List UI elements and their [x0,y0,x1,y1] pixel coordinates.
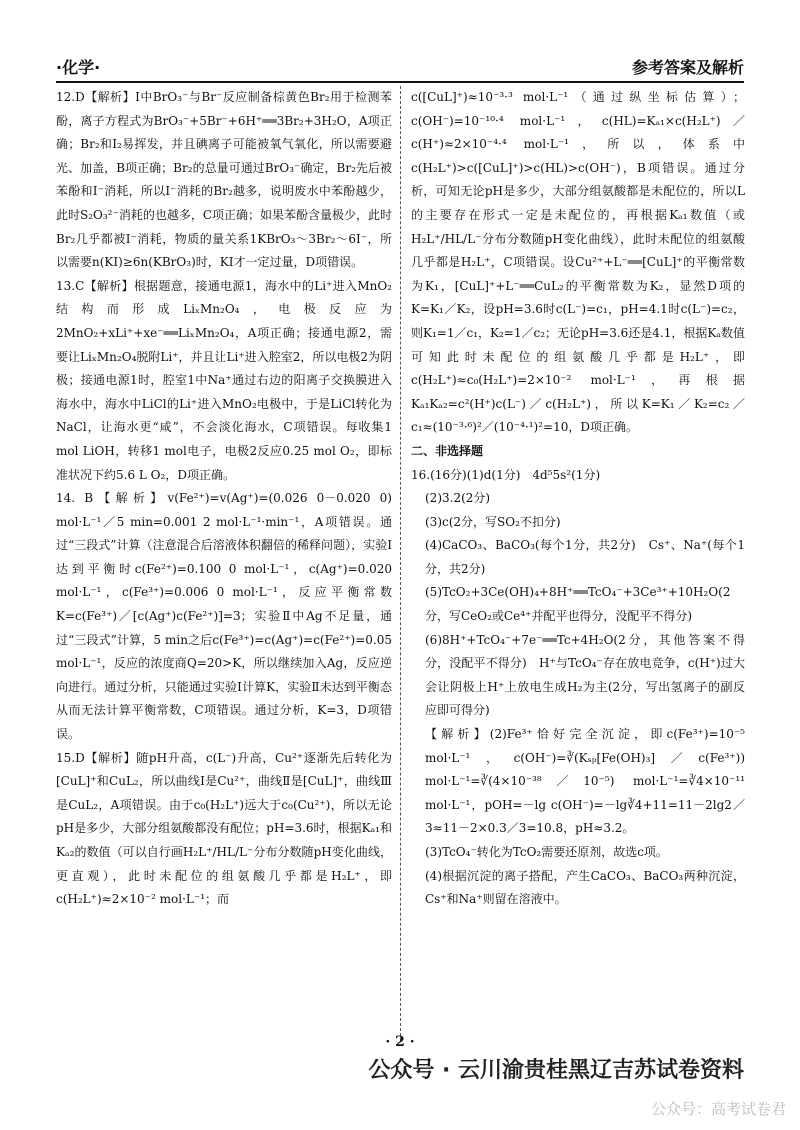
header-title: 参考答案及解析 [631,58,744,77]
answer-14: 14. B【解析】v(Fe²⁺)=v(Ag⁺)=(0.026 0－0.020 0) mol·L⁻¹／5 min=0.001 2 mol·L⁻¹·min⁻¹，A项错误。通过“三段式”计算（注意混合后溶液体积翻倍的稀释问题），实验Ⅰ达到平衡时c(Fe²⁺)=0.100 0 mol·L⁻¹，c(Ag⁺)=0.020 mol·L⁻¹，c(Fe³⁺)=0.006 0 mol·L⁻¹，反应平衡常数K=c(Fe³⁺)／[c(Ag⁺)c(Fe²⁺)]=3；实验Ⅱ中Ag不足量，通过“三段式”计算，5 min之后c(Fe³⁺)=c(Ag⁺)=c(Fe²⁺)=0.05 mol·L⁻¹，反应的浓度商Q=20>K，所以继续加入Ag，反应逆向进行。通过分析，只能通过实验Ⅰ计算K，实验Ⅱ未达到平衡态从而无法计算平衡常数，C项错误。通过分析，K=3，D项错误。 [56,491,392,742]
answer-15: 15.D【解析】随pH升高，c(L⁻)升高，Cu²⁺逐渐先后转化为[CuL]⁺和CuL₂，所以曲线Ⅰ是Cu²⁺，曲线Ⅱ是[CuL]⁺，曲线Ⅲ是CuL₂，A项错误。由于c₀(H₂L⁺)远大于c₀(Cu²⁺)，所以无论pH是多少，大部分组氨酸都没有配位；pH=3.6时，根据Kₐ₁和Kₐ₂的数值（可以自行画H₂L⁺/HL/L⁻分布分数随pH变化曲线，更直观），此时未配位的组氨酸几乎都是H₂L⁺，即c(H₂L⁺)≈2×10⁻² mol·L⁻¹；而 [56,750,392,907]
answer-15-continued: c([CuL]⁺)≈10⁻³·³ mol·L⁻¹（通过纵坐标估算）；c(OH⁻)=10⁻¹⁰·⁴ mol·L⁻¹，c(HL)=Kₐ₁×c(H₂L⁺)／c(H⁺)≈2×10⁻⁴·⁴ mol·L⁻¹，所以，体系中c(H₂L⁺)>c([CuL]⁺)>c(HL)>c(OH⁻)，B项错误。通过分析，可知无论pH是多少，大部分组氨酸都是未配位的，所以L的主要存在形式一定是未配位的，再根据Kₐ₁数值（或H₂L⁺/HL/L⁻分布分数随pH变化曲线），此时未配位的组氨酸几乎都是H₂L⁺，C项错误。设Cu²⁺+L⁻══[CuL]⁺的平衡常数为K₁，[CuL]⁺+L⁻══CuL₂的平衡常数为K₂，显然D项的K=K₁／K₂，设pH=3.6时c(L⁻)=c₁，pH=4.1时c(L⁻)=c₂，则K₁=1／c₁，K₂=1／c₂；无论pH=3.6还是4.1，根据Kₐ数值可知此时未配位的组氨酸几乎都是H₂L⁺，即c(H₂L⁺)≈c₀(H₂L⁺)=2×10⁻² mol·L⁻¹，再根据Kₐ₁Kₐ₂=c²(H⁺)c(L⁻)／c(H₂L⁺)，所以K=K₁／K₂=c₂／c₁≈(10⁻³·⁶)²／(10⁻⁴·¹)²=10，D项正确。 [411,90,745,435]
answer-16-part-2: (2)3.2(2分) [425,491,491,506]
page-number: · 2 · [385,1034,415,1050]
section-heading: 二、非选择题 [411,443,484,458]
answer-16-part-5: (5)TcO₂+3Ce(OH)₄+8H⁺══TcO₄⁻+3Ce³⁺+10H₂O(2分，写CeO₂或Ce⁴⁺并配平也得分，没配平不得分) [425,585,731,624]
analysis-16-3: (3)TcO₄⁻转化为TcO₂需要还原剂，故选c项。 [425,845,668,859]
answer-13: 13.C【解析】根据题意，接通电源1，海水中的Li⁺进入MnO₂结构而形成LiₓMn₂O₄，电极反应为2MnO₂+xLi⁺+xe⁻══LiₓMn₂O₄，A项正确；接通电源2，需要让LiₓMn₂O₄脱附Li⁺，并且让Li⁺进入腔室2，所以电极2为阴极；接通电源1时，腔室1中Na⁺通过右边的阳离子交换膜进入海水中，海水中LiCl的Li⁺进入MnO₂电极中，于是LiCl转化为NaCl，让海水更“咸”，不会淡化海水，C项错误。每收集1 mol LiOH，转移1 mol电子，电极2反应0.25 mol O₂，即标准状况下约5.6 L O₂，D项正确。 [56,278,392,482]
analysis-16-2: 【解析】(2)Fe³⁺恰好完全沉淀，即c(Fe³⁺)=10⁻⁵ mol·L⁻¹，c(OH⁻)=∛(Kₛₚ[Fe(OH)₃]／c(Fe³⁺)) mol·L⁻¹=∛(4×10⁻³⁸／10⁻⁵) mol·L⁻¹=∛4×10⁻¹¹ mol·L⁻¹，pOH=－lg c(OH⁻)=－lg∛4+11=11－2lg2／3≈11－2×0.3／3=10.8，pH≈3.2。 [425,727,745,836]
answer-12: 12.D【解析】Ⅰ中BrO₃⁻与Br⁻反应制备棕黄色Br₂用于检测苯酚，离子方程式为BrO₃⁻+5Br⁻+6H⁺══3Br₂+3H₂O，A项正确；Br₂和I₂易挥发，并且碘离子可能被氧气氧化，所以需要避光、加盖，B项正确；Br₂的总量可通过BrO₃⁻确定，Br₂先后被苯酚和I⁻消耗，所以I⁻消耗的Br₂越多，说明废水中苯酚越少，此时S₂O₃²⁻消耗的也越多，C项正确；如果苯酚含量极少，此时Br₂几乎都被I⁻消耗，物质的量关系1KBrO₃～3Br₂～6I⁻，所以需要n(KI)≥6n(KBrO₃)时，KI才一定过量，D项错误。 [56,90,393,270]
page-header [56,52,744,83]
left-column [56,86,400,1041]
answer-16-part-3: (3)c(2分，写SO₂不扣分) [425,514,561,529]
answer-16: 16.(16分)(1)d(1分) 4d⁵5s²(1分) [411,467,601,482]
watermark-main: 公众号 · 云川渝贵桂黑辽吉苏试卷资料 [368,1058,744,1083]
right-column [401,86,745,1041]
watermark-sub: 公众号：高考试卷君 [650,1100,786,1118]
analysis-16-4: (4)根据沉淀的离子搭配，产生CaCO₃、BaCO₃两种沉淀，Cs⁺和Na⁺则留在溶液中。 [425,868,745,907]
answer-16-part-4: (4)CaCO₃、BaCO₃(每个1分，共2分) Cs⁺、Na⁺(每个1分，共2分) [425,538,745,576]
subject-label: ·化学· [56,58,101,77]
content-columns [56,86,746,1041]
answer-16-part-6: (6)8H⁺+TcO₄⁻+7e⁻══Tc+4H₂O(2分，其他答案不得分，没配平不得分) H⁺与TcO₄⁻存在放电竞争，c(H⁺)过大会让阴极上H⁺上放电生成H₂为主(2分，写出氢离子的副反应即可得分) [425,632,745,718]
